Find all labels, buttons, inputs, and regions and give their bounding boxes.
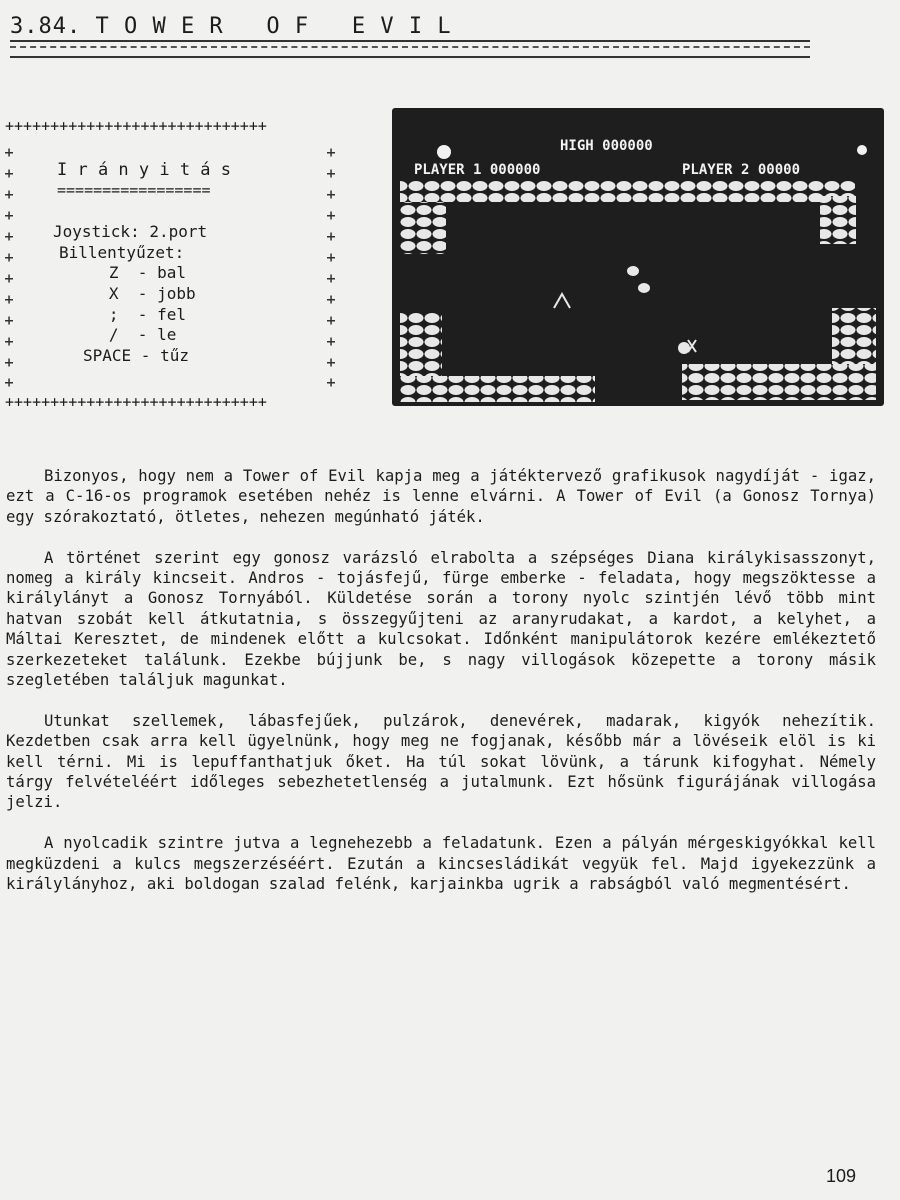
control-line-down: / - le: [80, 325, 177, 344]
high-score: HIGH 000000: [560, 138, 653, 154]
box-left-border: [5, 118, 15, 408]
chapter-title: 3.84. T O W E R O F E V I L: [10, 14, 452, 39]
player2-icon: [857, 145, 867, 155]
control-line-left: Z - bal: [80, 263, 186, 282]
article-body: [6, 466, 876, 915]
box-bottom-border: +++++++++++++++++++++++++++++: [5, 393, 267, 411]
game-screenshot: [392, 108, 884, 406]
page-number: 109: [826, 1166, 857, 1186]
ghost-sprite-2: [638, 283, 650, 293]
hero-sprite: [554, 294, 570, 308]
paragraph-2: A történet szerint egy gonosz varázsló elrabolta a szépséges Diana királykisasszonyt, nomeg a király kincseit. Andros - tojásfejű, fürge emberke - feladata, hogy megszöktesse a királylányt a Gonosz Tornyából. Küldetése során a torony nyolc szintjén lévő több mint hatvan szobát kell átkutatnia, s összegyűjteni az aranyrudakat, a kardot, a kelyhet, a Máltai Keresztet, de mindenek előtt a kulcsokat. Időnként manipulátorok kezére emlékeztető szerkezeteket találunk. Ezekbe bújjunk be, s nagy villogások közepette a torony másik szegletében találjuk magunkat.: [6, 548, 876, 690]
ghost-sprite-1: [627, 266, 639, 276]
enemy-sprite: [678, 342, 690, 354]
left-lower-wall: [400, 312, 442, 378]
player1-icon: [437, 145, 451, 159]
control-line-up: ; - fel: [80, 305, 186, 324]
controls-heading-rule: =================: [57, 181, 211, 199]
paragraph-3: Utunkat szellemek, lábasfejűek, pulzárok, denevérek, madarak, kigyók nehezítik. Kezdetben csak arra kell ügyelnünk, hogy meg ne fogjanak, később már a lövéseik elöl is ki kell térni. Mi is lepuffanthatjuk őket. Ha túl sokat lövünk, a tárunk kifogyhat. Némely tárgy felvételéért időleges sebezhetetlenség a jutalmunk. Ezt hősünk figurájának villogása jelzi.: [6, 711, 876, 812]
paragraph-1: Bizonyos, hogy nem a Tower of Evil kapja meg a játéktervező grafikusok nagydíját - igaz, ezt a C-16-os programok esetében nehéz is lenne elvárni. A Tower of Evil (a Gonosz Tornya) egy szórakoztató, ötletes, nehezen megúnható játék.: [6, 467, 876, 526]
title-underline: [10, 40, 810, 58]
player2-score: PLAYER 2 00000: [682, 162, 801, 178]
top-wall: [400, 180, 855, 202]
box-right-border: [327, 118, 337, 408]
right-upper-wall: [820, 196, 856, 244]
control-line-joystick: Joystick: 2.port: [53, 222, 208, 241]
bottom-left-floor: [400, 376, 595, 402]
controls-heading: I r á n y i t á s: [57, 160, 231, 180]
control-line-keyboard: Billentyűzet:: [59, 243, 185, 262]
player1-score: PLAYER 1 000000: [414, 162, 541, 178]
box-top-border: +++++++++++++++++++++++++++++: [5, 117, 267, 135]
control-line-right: X - jobb: [80, 284, 196, 303]
left-upper-wall: [400, 202, 446, 254]
control-line-fire: SPACE - tűz: [83, 346, 189, 365]
paragraph-4: A nyolcadik szintre jutva a legnehezebb a feladatunk. Ezen a pályán mérgeskigyókkal kell megküzdeni a kulcs megszerzéséért. Ezután a kincsesládikát vegyük fel. Majd igyekezzünk a királylányhoz, aki boldogan szalad felénk, karjainkba ugrik a rabságból való megmentésért.: [6, 834, 876, 894]
controls-box: [5, 117, 340, 411]
bottom-right-floor: [682, 364, 876, 400]
